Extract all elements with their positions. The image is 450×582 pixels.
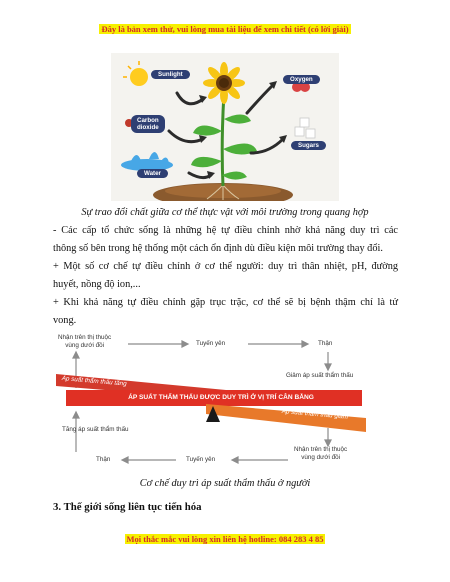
bottom-pituitary-label: Tuyến yên [186, 456, 216, 463]
bottom-right-line1: Nhận trên thị thuộc [294, 446, 348, 453]
paragraph-line: - Các cấp tổ chức sống là những hệ tự điều chỉnh nhờ khả năng duy trì các [53, 225, 398, 236]
paragraph-line: vong. [53, 315, 77, 326]
sunlight-label: Sunlight [151, 70, 190, 79]
balance-bar-label: ÁP SUẤT THẨM THẤU ĐƯỢC DUY TRÌ Ở VỊ TRÍ CÂN BẰNG [128, 394, 314, 401]
carbon-dioxide-label-line1: Carbon [137, 117, 159, 124]
reduce-pressure-label: Giảm áp suất thẩm thấu [286, 372, 354, 379]
carbon-dioxide-label [131, 115, 165, 133]
stem [222, 93, 224, 186]
paragraph-line: thông số bên trong hệ thống một cách ổn định dù điều kiện môi trường thay đổi. [53, 243, 383, 254]
increase-pressure-label: Tăng áp suất thẩm thấu [62, 426, 129, 433]
preview-banner-text: Đây là bản xem thử, vui lòng mua tài liệu để xem chi tiết (có lời giải) [101, 24, 349, 34]
oxygen-label: Oxygen [283, 75, 320, 84]
hotline-banner-text: Mọi thắc mắc vui lòng xin liên hệ hotline: 084 283 4 85 [126, 534, 324, 544]
top-pituitary-label: Tuyến yên [196, 340, 226, 347]
osmotic-regulation-diagram [56, 332, 366, 472]
bottom-kidney-label: Thận [96, 456, 111, 463]
paragraph-line: huyết, nồng độ ion,... [53, 279, 141, 290]
paragraph-line: + Một số cơ chế tự điều chỉnh ở cơ thể người: duy trì thân nhiệt, pH, đường [53, 261, 398, 272]
paragraph-human-mechanisms [53, 258, 398, 294]
decrease-bar-label: Áp suất thẩm thấu giảm [281, 408, 349, 421]
top-left-line2: vùng dưới đồi [65, 341, 105, 349]
sunflower-icon [203, 62, 245, 104]
carbon-dioxide-label-line2: dioxide [137, 124, 159, 131]
paragraph-malfunction [53, 294, 398, 330]
water-label: Water [137, 169, 168, 178]
photosynthesis-illustration [111, 53, 339, 201]
top-left-line1: Nhận trên thị thuộc [58, 334, 112, 341]
top-left-receptor-label [58, 334, 111, 349]
top-kidney-label: Thận [318, 340, 333, 347]
paragraph-line: + Khi khả năng tự điều chỉnh gặp trục trặc, cơ thể sẽ bị bệnh thậm chí là tử [53, 297, 398, 308]
paragraph-self-regulation [53, 222, 398, 258]
increase-bar-label: Áp suất thẩm thấu tăng [61, 375, 127, 388]
sugars-label: Sugars [291, 141, 326, 150]
preview-banner [0, 24, 450, 34]
bottom-right-receptor-label [294, 446, 347, 461]
sugar-cubes-icon [295, 118, 315, 138]
hotline-banner [0, 534, 450, 544]
figure2-caption: Cơ chế duy trì áp suất thẩm thấu ở người [139, 478, 311, 489]
sun-icon [123, 61, 148, 86]
section-heading: 3. Thế giới sống liên tục tiến hóa [53, 501, 202, 513]
bottom-right-line2: vùng dưới đồi [301, 453, 341, 461]
figure1-caption: Sự trao đổi chất giữa cơ thể thực vật với môi trường trong quang hợp [81, 207, 369, 218]
